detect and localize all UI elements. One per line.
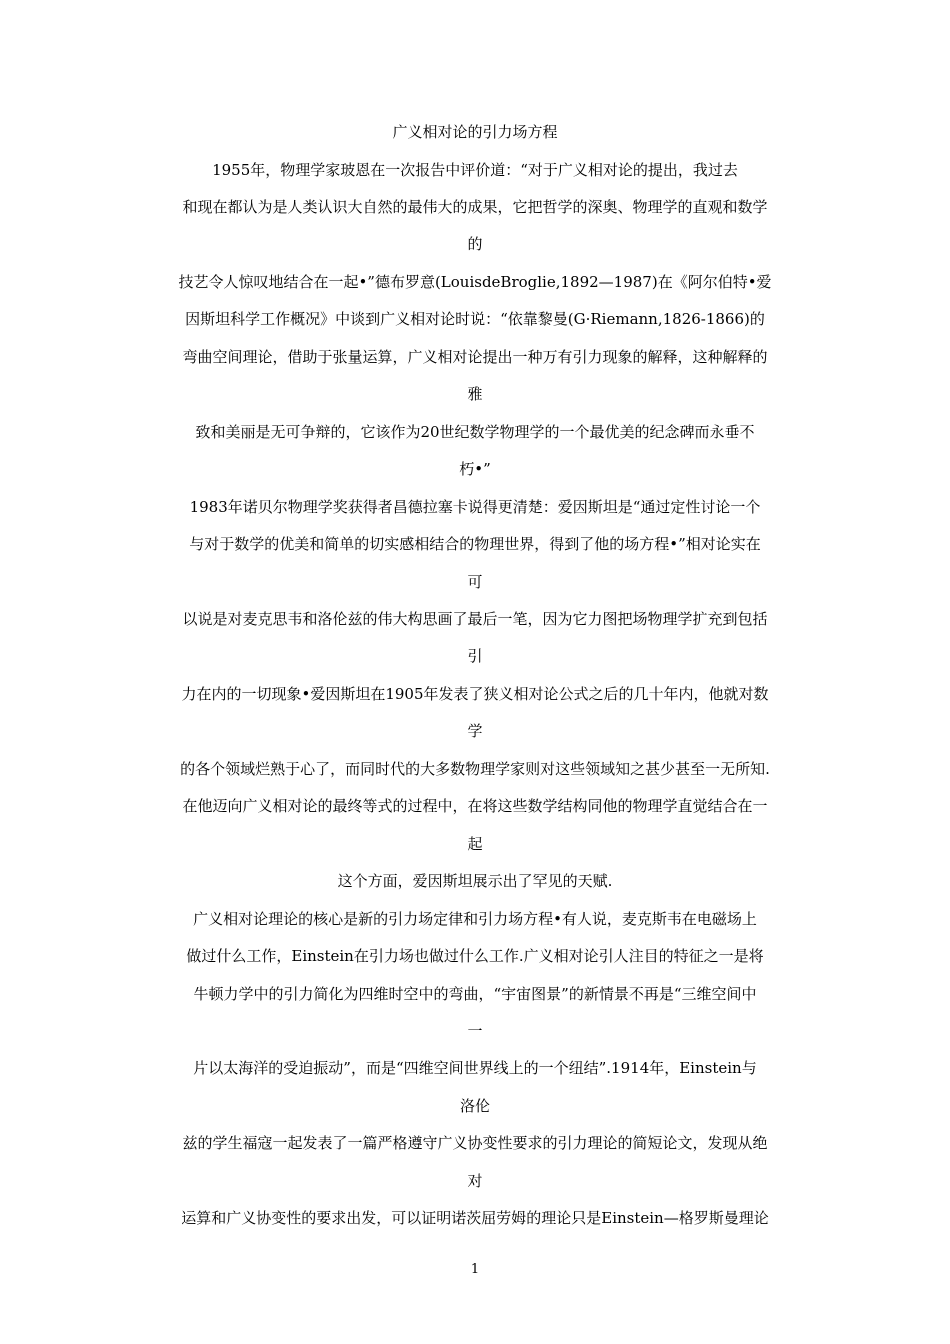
- text-line: 对: [467, 1172, 483, 1190]
- text-line: 洛伦: [459, 1097, 490, 1115]
- text-line: 弯曲空间理论，借助于张量运算，广义相对论提出一种万有引力现象的解释，这种解释的: [182, 348, 768, 366]
- text-line: 的: [467, 235, 483, 253]
- text-line: 因斯坦科学工作概况》中谈到广义相对论时说：“依靠黎曼(G·Riemann,1826-1866)的: [185, 310, 765, 328]
- text-line: 片以太海洋的受迫振动”，而是“四维空间世界线上的一个纽结”.1914年，Einstein与: [193, 1059, 757, 1077]
- text-line: 朽•”: [459, 460, 491, 478]
- text-line: 1983年诺贝尔物理学奖获得者昌德拉塞卡说得更清楚：爱因斯坦是“通过定性讨论一个: [189, 498, 761, 516]
- text-line: 致和美丽是无可争辩的，它该作为20世纪数学物理学的一个最优美的纪念碑而永垂不: [195, 423, 755, 441]
- page-number: 1: [470, 1262, 480, 1277]
- text-line: 做过什么工作，Einstein在引力场也做过什么工作.广义相对论引人注目的特征之一是将: [186, 947, 764, 965]
- text-line: 的各个领域烂熟于心了，而同时代的大多数物理学家则对这些领域知之甚少甚至一无所知.: [180, 760, 770, 778]
- document-title: 广义相对论的引力场方程: [392, 123, 558, 141]
- text-line: 广义相对论理论的核心是新的引力场定律和引力场方程•有人说，麦克斯韦在电磁场上: [193, 910, 757, 928]
- text-line: 起: [467, 835, 483, 853]
- text-line: 运算和广义协变性的要求出发，可以证明诺茨屈劳姆的理论只是Einstein—格罗斯曼理论: [181, 1209, 769, 1227]
- text-line: 牛顿力学中的引力简化为四维时空中的弯曲，“宇宙图景”的新情景不再是“三维空间中: [193, 985, 757, 1003]
- text-line: 学: [467, 722, 483, 740]
- text-line: 1955年，物理学家玻恩在一次报告中评价道：“对于广义相对论的提出，我过去: [212, 161, 738, 179]
- text-line: 引: [467, 647, 483, 665]
- text-line: 这个方面，爱因斯坦展示出了罕见的天赋.: [337, 872, 613, 890]
- text-line: 雅: [467, 385, 483, 403]
- text-line: 在他迈向广义相对论的最终等式的过程中，在将这些数学结构同他的物理学直觉结合在一: [182, 797, 768, 815]
- text-line: 力在内的一切现象•爱因斯坦在1905年发表了狭义相对论公式之后的几十年内，他就对数: [181, 685, 769, 703]
- text-line: 一: [467, 1022, 483, 1040]
- text-line: 以说是对麦克思韦和洛伦兹的伟大构思画了最后一笔，因为它力图把场物理学扩充到包括: [182, 610, 768, 628]
- text-line: 兹的学生福寇一起发表了一篇严格遵守广义协变性要求的引力理论的简短论文，发现从绝: [182, 1134, 768, 1152]
- text-line: 可: [467, 573, 483, 591]
- text-line: 与对于数学的优美和简单的切实感相结合的物理世界，得到了他的场方程•”相对论实在: [189, 535, 761, 553]
- text-line: 和现在都认为是人类认识大自然的最伟大的成果，它把哲学的深奥、物理学的直观和数学: [182, 198, 768, 216]
- text-line: 技艺令人惊叹地结合在一起•”德布罗意(LouisdeBroglie,1892—1987)在《阿尔伯特•爱: [178, 273, 772, 291]
